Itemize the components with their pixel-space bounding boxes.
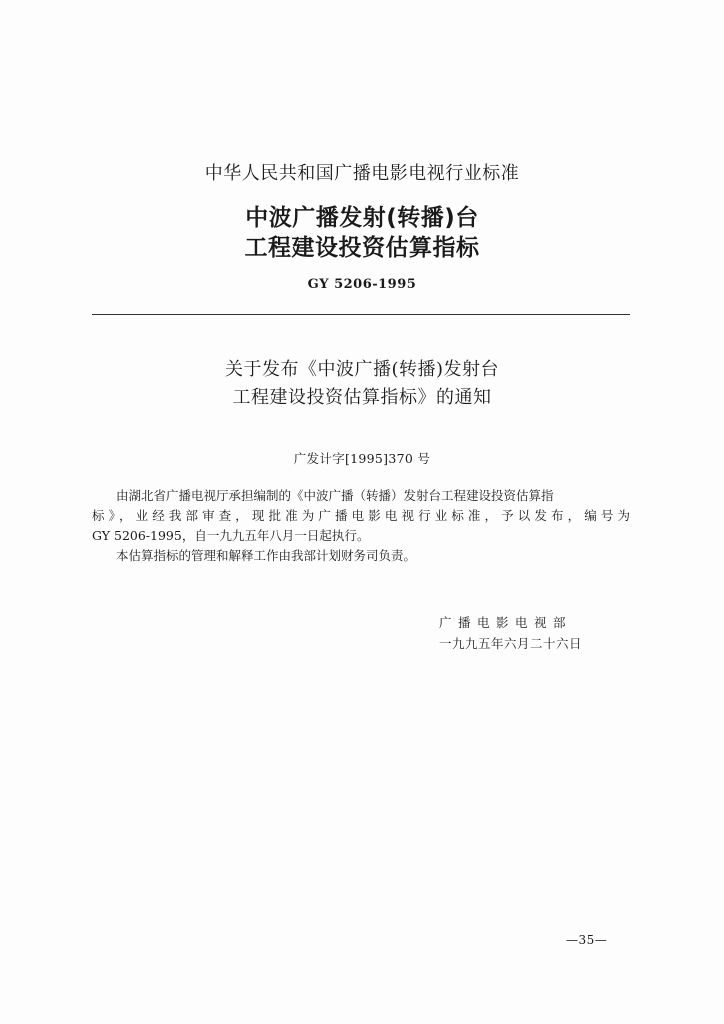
notice-title-line-1: 关于发布《中波广播(转播)发射台 [224,359,500,380]
body-line-1: 由湖北省广播电视厅承担编制的《中波广播（转播）发射台工程建设投资估算指 [116,488,554,503]
standard-series-heading: 中华人民共和国广播电影电视行业标准 [204,163,520,184]
page-number: —35— [566,933,608,947]
standard-title-line-1: 中波广播发射(转播)台 [245,205,479,231]
notice-title-line-2: 工程建设投资估算指标》的通知 [232,387,492,408]
standard-title-line-2: 工程建设投资估算指标 [244,235,480,261]
document-number: 广发计字[1995]370 号 [293,451,431,466]
header-divider [92,314,630,315]
body-line-4: 本估算指标的管理和解释工作由我部计划财务司负责。 [116,548,417,563]
signature-date: 一九九五年六月二十六日 [439,636,583,651]
notice-body [92,486,630,566]
signature-organization: 广播电影电视部 [439,615,573,630]
body-line-2: 标》，业经我部审查，现批准为广播电影电视行业标准，予以发布，编号为 [92,508,630,523]
body-line-3: GY 5206-1995，自一九九五年八月一日起执行。 [92,528,370,543]
standard-code: GY 5206-1995 [307,277,417,292]
